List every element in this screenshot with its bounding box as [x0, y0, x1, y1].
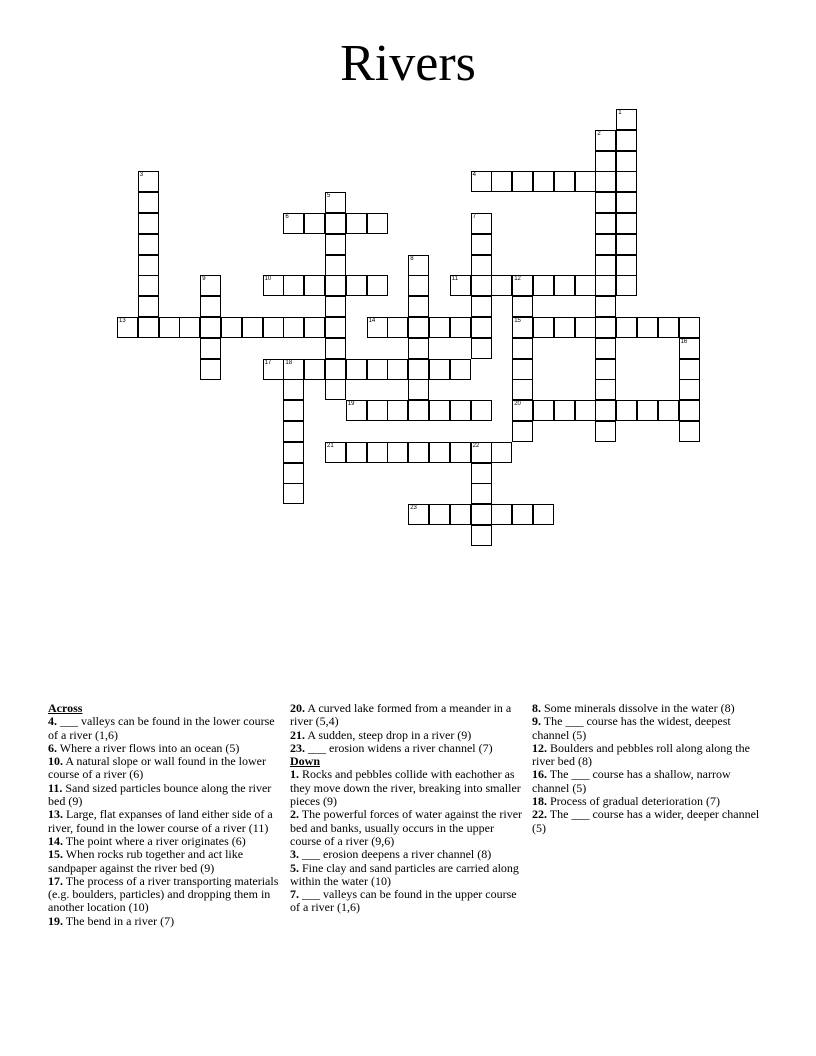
clue-number: 2: [597, 130, 601, 137]
grid-cell[interactable]: [325, 255, 346, 276]
grid-cell[interactable]: [325, 296, 346, 317]
grid-cell[interactable]: [595, 130, 616, 151]
grid-cell[interactable]: [450, 359, 471, 380]
clue-across-21: 21. A sudden, steep drop in a river (9): [290, 727, 472, 742]
grid-cell[interactable]: [471, 463, 492, 484]
clue-across-13: 13. Large, flat expanses of land either side of a river, found in the lower course of a river (11): [48, 807, 273, 835]
clues-column-2: [290, 702, 526, 915]
grid-cell[interactable]: [283, 442, 304, 463]
grid-cell[interactable]: [138, 234, 159, 255]
clue-across-23: 23. ___ erosion widens a river channel (7): [290, 740, 493, 755]
clue-number: 7: [472, 214, 476, 220]
grid-cell[interactable]: [616, 400, 637, 421]
clue-across-15: 15. When rocks rub together and act like sandpaper against the river bed (9): [48, 847, 244, 875]
grid-cell[interactable]: [429, 504, 450, 525]
grid-cell[interactable]: [138, 171, 159, 192]
clue-number: 10: [264, 276, 272, 283]
clue-across-14: 14. The point where a river originates (6): [48, 833, 246, 848]
clue-down-9: 9. The ___ course has the widest, deepest channel (5): [532, 714, 731, 742]
grid-cell[interactable]: [491, 504, 512, 525]
grid-cell[interactable]: [450, 442, 471, 463]
clue-across-20: 20. A curved lake formed from a meander in a river (5,4): [290, 701, 512, 729]
grid-cell[interactable]: [595, 421, 616, 442]
grid-cell[interactable]: [200, 275, 221, 296]
clue-number: 12: [514, 276, 521, 283]
clue-number: 3: [139, 172, 144, 179]
grid-cell[interactable]: [304, 317, 325, 338]
grid-cell[interactable]: [429, 359, 450, 380]
grid-cell[interactable]: [554, 317, 575, 338]
clue-down-5: 5. Fine clay and sand particles are carried along within the water (10): [290, 860, 519, 888]
grid-cell[interactable]: [471, 234, 492, 255]
grid-cell[interactable]: [346, 275, 367, 296]
clue-number: 19: [347, 401, 355, 408]
grid-cell[interactable]: [367, 359, 388, 380]
grid-cell[interactable]: [117, 317, 138, 338]
grid-cell[interactable]: [408, 255, 429, 276]
grid-cell[interactable]: [471, 504, 492, 525]
grid-cell[interactable]: [263, 359, 284, 380]
grid-cell[interactable]: [138, 317, 159, 338]
grid-cell[interactable]: [512, 421, 533, 442]
grid-cell[interactable]: [138, 296, 159, 317]
grid-cell[interactable]: [283, 275, 304, 296]
grid-cell[interactable]: [471, 296, 492, 317]
clue-number: 13: [119, 318, 126, 324]
grid-cell[interactable]: [304, 213, 325, 234]
grid-cell[interactable]: [616, 171, 637, 192]
grid-cell[interactable]: [325, 213, 346, 234]
grid-cell[interactable]: [575, 400, 596, 421]
grid-cell[interactable]: [408, 504, 429, 525]
grid-cell[interactable]: [512, 171, 533, 192]
grid-cell[interactable]: [325, 359, 346, 380]
grid-cell[interactable]: [679, 338, 700, 359]
grid-cell[interactable]: [325, 442, 346, 463]
clue-down-22: 22. The ___ course has a wider, deeper channel (5): [532, 807, 760, 835]
grid-cell[interactable]: [595, 317, 616, 338]
grid-cell[interactable]: [658, 317, 679, 338]
grid-cell[interactable]: [367, 213, 388, 234]
grid-cell[interactable]: [616, 317, 637, 338]
grid-cell[interactable]: [471, 338, 492, 359]
grid-cell[interactable]: [138, 192, 159, 213]
grid-cell[interactable]: [200, 296, 221, 317]
grid-cell[interactable]: [408, 400, 429, 421]
grid-cell[interactable]: [595, 213, 616, 234]
clue-number: 14: [368, 318, 376, 324]
grid-cell[interactable]: [367, 442, 388, 463]
grid-cell[interactable]: [637, 400, 658, 421]
clue-down-12: 12. Boulders and pebbles roll along along the river bed (8): [532, 740, 750, 769]
clue-down-8: 8. Some minerals dissolve in the water (8): [532, 701, 735, 715]
clue-across-4: 4. ___ valleys can be found in the lower course of a river (1,6): [48, 714, 275, 742]
grid-cell[interactable]: [637, 317, 658, 338]
grid-cell[interactable]: [283, 400, 304, 421]
grid-cell[interactable]: [554, 275, 575, 296]
grid-cell[interactable]: [616, 151, 637, 172]
grid-cell[interactable]: [408, 296, 429, 317]
grid-cell[interactable]: [595, 151, 616, 172]
grid-cell[interactable]: [283, 463, 304, 484]
grid-cell[interactable]: [533, 171, 554, 192]
grid-cell[interactable]: [263, 317, 284, 338]
clue-number: 17: [264, 359, 272, 366]
clue-number: 16: [680, 338, 688, 345]
grid-cell[interactable]: [387, 400, 408, 421]
grid-cell[interactable]: [512, 275, 533, 296]
grid-cell[interactable]: [367, 400, 388, 421]
grid-cell[interactable]: [450, 275, 471, 296]
grid-cell[interactable]: [221, 317, 242, 338]
clue-across-6: 6. Where a river flows into an ocean (5): [48, 740, 240, 755]
grid-cell[interactable]: [429, 442, 450, 463]
grid-cell[interactable]: [346, 213, 367, 234]
grid-cell[interactable]: [283, 379, 304, 400]
grid-cell[interactable]: [471, 171, 492, 192]
grid-cell[interactable]: [408, 442, 429, 463]
grid-cell[interactable]: [138, 255, 159, 276]
grid-cell[interactable]: [616, 255, 637, 276]
clue-down-18: 18. Process of gradual deterioration (7): [532, 794, 720, 809]
clue-across-11: 11. Sand sized particles bounce along the river bed (9): [48, 780, 272, 809]
clue-across-10: 10. A natural slope or wall found in the lower course of a river (6): [48, 754, 266, 782]
grid-cell[interactable]: [554, 171, 575, 192]
grid-cell[interactable]: [304, 359, 325, 380]
grid-cell[interactable]: [491, 442, 512, 463]
grid-cell[interactable]: [554, 400, 575, 421]
grid-cell[interactable]: [471, 525, 492, 546]
grid-cell[interactable]: [283, 359, 304, 380]
grid-cell[interactable]: [679, 317, 700, 338]
grid-cell[interactable]: [200, 359, 221, 380]
grid-cell[interactable]: [595, 275, 616, 296]
grid-cell[interactable]: [138, 213, 159, 234]
grid-cell[interactable]: [325, 234, 346, 255]
grid-cell[interactable]: [408, 359, 429, 380]
clue-number: 20: [514, 401, 521, 408]
grid-cell[interactable]: [575, 317, 596, 338]
grid-cell[interactable]: [138, 275, 159, 296]
grid-cell[interactable]: [325, 192, 346, 213]
grid-cell[interactable]: [450, 504, 471, 525]
grid-cell[interactable]: [408, 338, 429, 359]
grid-cell[interactable]: [408, 275, 429, 296]
grid-cell[interactable]: [283, 421, 304, 442]
clue-number: 15: [514, 318, 521, 324]
clue-number: 9: [202, 276, 206, 283]
grid-cell[interactable]: [512, 400, 533, 421]
grid-cell[interactable]: [387, 442, 408, 463]
grid-cell[interactable]: [304, 275, 325, 296]
clue-number: 22: [472, 442, 480, 449]
grid-cell[interactable]: [387, 317, 408, 338]
grid-cell[interactable]: [367, 275, 388, 296]
grid-cell[interactable]: [595, 192, 616, 213]
grid-cell[interactable]: [450, 317, 471, 338]
grid-cell[interactable]: [616, 234, 637, 255]
grid-cell[interactable]: [283, 483, 304, 504]
grid-cell[interactable]: [616, 213, 637, 234]
grid-cell[interactable]: [595, 171, 616, 192]
clue-number: 11: [451, 276, 459, 283]
grid-cell[interactable]: [512, 338, 533, 359]
grid-cell[interactable]: [471, 317, 492, 338]
grid-cell[interactable]: [471, 213, 492, 234]
clue-number: 1: [618, 110, 622, 116]
grid-cell[interactable]: [679, 379, 700, 400]
clue-down-16: 16. The ___ course has a shallow, narrow channel (5): [532, 767, 731, 795]
grid-cell[interactable]: [471, 275, 492, 296]
grid-cell[interactable]: [595, 359, 616, 380]
grid-cell[interactable]: [408, 317, 429, 338]
grid-cell[interactable]: [325, 317, 346, 338]
grid-cell[interactable]: [575, 171, 596, 192]
grid-cell[interactable]: [346, 359, 367, 380]
across-heading: Across: [48, 701, 83, 715]
grid-cell[interactable]: [200, 317, 221, 338]
grid-cell[interactable]: [616, 275, 637, 296]
grid-cell[interactable]: [595, 234, 616, 255]
grid-cell[interactable]: [408, 379, 429, 400]
grid-cell[interactable]: [512, 296, 533, 317]
grid-cell[interactable]: [471, 400, 492, 421]
grid-cell[interactable]: [325, 379, 346, 400]
down-heading: Down: [290, 754, 321, 769]
grid-cell[interactable]: [595, 255, 616, 276]
grid-cell[interactable]: [595, 379, 616, 400]
clue-across-17: 17. The process of a river transporting materials (e.g. boulders, particles) and dropping them in another location (10): [48, 873, 279, 915]
grid-cell[interactable]: [679, 400, 700, 421]
page-title: Rivers: [340, 35, 476, 92]
clue-number: 4: [472, 172, 476, 179]
grid-cell[interactable]: [679, 359, 700, 380]
grid-cell[interactable]: [533, 400, 554, 421]
grid-cell[interactable]: [367, 317, 388, 338]
grid-cell[interactable]: [595, 400, 616, 421]
grid-cell[interactable]: [242, 317, 263, 338]
clue-number: 5: [327, 193, 331, 200]
grid-cell[interactable]: [679, 421, 700, 442]
grid-cell[interactable]: [179, 317, 200, 338]
clue-down-1: 1. Rocks and pebbles collide with eachother as they move down the river, breaking into smaller pieces (9): [290, 767, 521, 809]
clue-down-2: 2. The powerful forces of water against the river bed and banks, usually occurs in the upper course of a river (9,6): [290, 807, 523, 848]
grid-cell[interactable]: [283, 317, 304, 338]
grid-cell[interactable]: [283, 213, 304, 234]
clues-column-3: [532, 702, 768, 835]
grid-cell[interactable]: [471, 442, 492, 463]
grid-cell[interactable]: [429, 400, 450, 421]
grid-cell[interactable]: [533, 275, 554, 296]
grid-cell[interactable]: [616, 130, 637, 151]
grid-cell[interactable]: [325, 275, 346, 296]
grid-cell[interactable]: [595, 296, 616, 317]
clue-number: 6: [285, 214, 289, 220]
grid-cell[interactable]: [159, 317, 180, 338]
grid-cell[interactable]: [616, 109, 637, 130]
clue-number: 21: [327, 442, 334, 449]
clue-number: 23: [410, 505, 417, 512]
grid-cell[interactable]: [512, 504, 533, 525]
grid-cell[interactable]: [387, 359, 408, 380]
grid-cell[interactable]: [595, 338, 616, 359]
grid-cell[interactable]: [429, 317, 450, 338]
clue-down-3: 3. ___ erosion deepens a river channel (8): [290, 847, 492, 862]
clues-column-1: [48, 702, 284, 928]
grid-cell[interactable]: [491, 275, 512, 296]
grid-cell[interactable]: [575, 275, 596, 296]
clue-number: 18: [285, 359, 293, 366]
grid-cell[interactable]: [200, 338, 221, 359]
grid-cell[interactable]: [346, 400, 367, 421]
grid-cell[interactable]: [616, 192, 637, 213]
grid-cell[interactable]: [325, 338, 346, 359]
grid-cell[interactable]: [512, 379, 533, 400]
grid-cell[interactable]: [346, 442, 367, 463]
grid-cell[interactable]: [533, 504, 554, 525]
grid-cell[interactable]: [533, 317, 554, 338]
grid-cell[interactable]: [512, 359, 533, 380]
grid-cell[interactable]: [263, 275, 284, 296]
clue-number: 8: [410, 255, 414, 262]
grid-cell[interactable]: [491, 171, 512, 192]
grid-cell[interactable]: [450, 400, 471, 421]
clue-across-19: 19. The bend in a river (7): [48, 913, 175, 928]
grid-cell[interactable]: [658, 400, 679, 421]
grid-cell[interactable]: [512, 317, 533, 338]
clue-down-7: 7. ___ valleys can be found in the upper course of a river (1,6): [290, 887, 517, 915]
grid-cell[interactable]: [471, 255, 492, 276]
grid-cell[interactable]: [471, 483, 492, 504]
